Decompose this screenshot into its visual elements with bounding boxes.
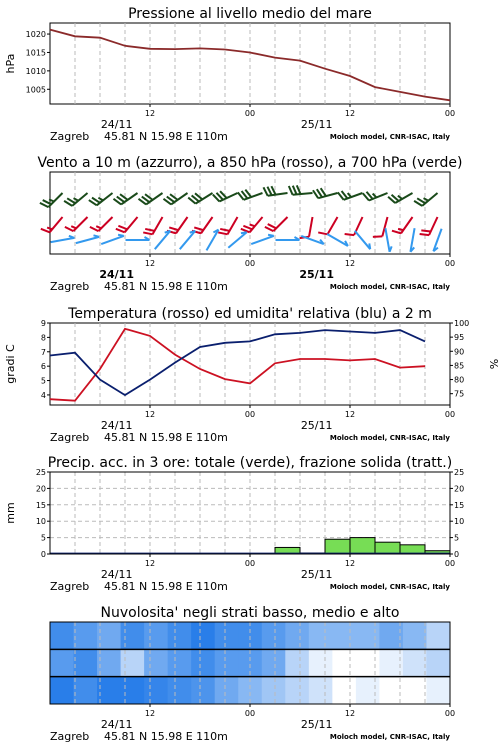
wind-10m-arrow bbox=[385, 228, 389, 252]
pressure-time-tick-label: 12 bbox=[144, 109, 156, 118]
cloud-cell-medio bbox=[262, 649, 286, 676]
cloud-cell-alto bbox=[144, 622, 168, 649]
temperature-ytick-label: 5 bbox=[40, 376, 46, 386]
cloud-cell-alto bbox=[403, 622, 427, 649]
precip-ylabel: mm bbox=[4, 502, 17, 524]
cloud-cell-alto bbox=[309, 622, 333, 649]
cloud-cell-basso bbox=[50, 677, 74, 704]
wind-850-barb-shaft bbox=[309, 217, 312, 237]
wind-850-barb bbox=[392, 217, 413, 233]
pressure-ytick-label: 1005 bbox=[25, 85, 46, 95]
precip-bar bbox=[325, 539, 350, 554]
wind-700-barb-half-feather bbox=[74, 198, 79, 201]
precip-date-label: 25/11 bbox=[300, 568, 333, 581]
wind-700-barb-feather bbox=[267, 187, 271, 195]
precip-time-tick-label: 12 bbox=[144, 559, 156, 568]
wind-700-barb bbox=[64, 193, 87, 206]
wind-850-barb-feather bbox=[169, 227, 178, 230]
wind-10m-arrow-head bbox=[69, 236, 74, 238]
humidity-ytick-label-right: 85 bbox=[454, 361, 465, 371]
wind-850-barb-feather bbox=[143, 232, 152, 234]
wind-850-barb bbox=[241, 217, 263, 232]
wind-850-barb bbox=[265, 217, 288, 231]
wind-10m-arrow-head bbox=[390, 246, 392, 251]
wind-850-barb bbox=[420, 217, 438, 235]
clouds-credit: Moloch model, CNR-ISAC, Italy bbox=[329, 733, 450, 741]
cloud-cell-basso bbox=[262, 677, 286, 704]
wind-10m-arrow-head bbox=[369, 243, 370, 249]
wind-10m-arrow bbox=[180, 231, 195, 249]
cloud-cell-basso bbox=[97, 677, 121, 704]
cloud-cell-medio bbox=[356, 649, 380, 676]
temperature-location: Zagreb bbox=[50, 431, 90, 444]
pressure-ylabel: hPa bbox=[4, 53, 17, 74]
precip-credit: Moloch model, CNR-ISAC, Italy bbox=[329, 583, 450, 591]
precip-right-ytick-label-right: 20 bbox=[454, 484, 465, 494]
cloud-cell-basso bbox=[74, 677, 98, 704]
wind-700-barb bbox=[414, 193, 437, 206]
cloud-cell-basso bbox=[168, 677, 192, 704]
precip-ytick-label: 10 bbox=[35, 517, 46, 527]
wind-850-barb-half-feather bbox=[96, 226, 101, 228]
cloud-cell-basso bbox=[332, 677, 356, 704]
cloud-cell-basso bbox=[403, 677, 427, 704]
temperature-coords: 45.81 N 15.98 E 110m bbox=[104, 431, 228, 444]
clouds-time-tick-label: 12 bbox=[144, 709, 156, 718]
precip-time-tick-label: 00 bbox=[444, 559, 456, 568]
pressure-date-label: 24/11 bbox=[100, 118, 133, 131]
wind-700-barb-feather bbox=[289, 186, 293, 195]
wind-850-barb-feather bbox=[420, 234, 429, 235]
clouds-coords: 45.81 N 15.98 E 110m bbox=[104, 730, 228, 743]
wind-10m-arrow-head bbox=[268, 235, 274, 236]
temperature-date-label: 24/11 bbox=[100, 419, 133, 432]
wind-10m-arrow bbox=[207, 230, 219, 251]
temperature-time-tick-label: 00 bbox=[244, 410, 256, 419]
cloud-cell-medio bbox=[403, 649, 427, 676]
precip-time-tick-label: 00 bbox=[244, 559, 256, 568]
wind-700-barb bbox=[40, 193, 63, 207]
wind-850-barb bbox=[65, 217, 88, 231]
cloud-cell-medio bbox=[50, 649, 74, 676]
cloud-cell-basso bbox=[215, 677, 239, 704]
precip-ytick-label: 20 bbox=[35, 484, 46, 494]
temperature-credit: Moloch model, CNR-ISAC, Italy bbox=[329, 434, 450, 442]
cloud-cell-basso bbox=[309, 677, 333, 704]
humidity-ytick-label-right: 90 bbox=[454, 347, 465, 357]
wind-700-barb bbox=[213, 191, 238, 201]
pressure-time-tick-label: 00 bbox=[444, 109, 456, 118]
wind-850-barb-feather bbox=[145, 229, 154, 231]
wind-10m-arrow-head bbox=[93, 235, 99, 237]
clouds-date-label: 25/11 bbox=[300, 718, 333, 731]
wind-850-barb-feather bbox=[220, 229, 229, 231]
humidity-ylabel: % bbox=[487, 358, 500, 370]
temperature-series-line bbox=[50, 329, 425, 401]
precip-coords: 45.81 N 15.98 E 110m bbox=[104, 580, 228, 593]
wind-850-barb-half-feather bbox=[71, 226, 76, 228]
pressure-ytick-label: 1015 bbox=[25, 48, 46, 58]
pressure-frame bbox=[50, 23, 450, 104]
pressure-ytick-label: 1010 bbox=[25, 66, 46, 76]
wind-700-barb-half-feather bbox=[373, 194, 377, 198]
humidity-series-line bbox=[50, 330, 425, 395]
cloud-cell-alto bbox=[262, 622, 286, 649]
pressure-title: Pressione al livello medio del mare bbox=[128, 6, 372, 22]
temperature-title: Temperatura (rosso) ed umidita' relativa (blu) a 2 m bbox=[68, 306, 432, 322]
pressure-credit: Moloch model, CNR-ISAC, Italy bbox=[329, 133, 450, 141]
pressure-location: Zagreb bbox=[50, 130, 90, 143]
temperature-ytick-label: 9 bbox=[40, 319, 46, 328]
wind-location: Zagreb bbox=[50, 280, 90, 293]
clouds-location: Zagreb bbox=[50, 730, 90, 743]
cloud-cell-alto bbox=[97, 622, 121, 649]
wind-700-barb bbox=[289, 185, 313, 194]
wind-850-barb-half-feather bbox=[47, 228, 52, 230]
wind-850-barb-feather bbox=[318, 232, 327, 234]
clouds-title: Nuvolosita' negli strati basso, medio e alto bbox=[100, 605, 400, 621]
wind-850-barb bbox=[143, 217, 162, 234]
precip-bar bbox=[350, 538, 375, 554]
wind-850-barb-feather bbox=[118, 226, 127, 229]
cloud-cell-basso bbox=[121, 677, 145, 704]
wind-850-barb-feather bbox=[265, 227, 273, 231]
wind-700-barb-half-feather bbox=[98, 198, 103, 201]
wind-850-barb-feather bbox=[373, 236, 382, 237]
temperature-ytick-label: 4 bbox=[40, 390, 46, 400]
wind-10m-arrow bbox=[76, 237, 99, 243]
pressure-time-tick-label: 00 bbox=[244, 109, 256, 118]
wind-850-barb-feather bbox=[41, 229, 50, 232]
wind-850-barb-half-feather bbox=[250, 225, 255, 227]
humidity-ytick-label-right: 95 bbox=[454, 333, 465, 343]
pressure-coords: 45.81 N 15.98 E 110m bbox=[104, 130, 228, 143]
humidity-ytick-label-right: 75 bbox=[454, 389, 465, 399]
precip-time-tick-label: 12 bbox=[344, 559, 356, 568]
precip-title: Precip. acc. in 3 ore: totale (verde), frazione solida (tratt.) bbox=[47, 455, 453, 471]
precip-right-ytick-label-right: 15 bbox=[454, 500, 465, 510]
wind-850-barb bbox=[116, 217, 138, 232]
wind-10m-arrow bbox=[155, 231, 170, 249]
precip-location: Zagreb bbox=[50, 580, 90, 593]
cloud-cell-medio bbox=[97, 649, 121, 676]
cloud-cell-medio bbox=[426, 649, 450, 676]
wind-700-barb-feather bbox=[263, 187, 267, 195]
temperature-time-tick-label: 00 bbox=[444, 410, 456, 419]
wind-700-barb-half-feather bbox=[398, 196, 402, 199]
cloud-cell-medio bbox=[144, 649, 168, 676]
precip-date-label: 24/11 bbox=[100, 568, 133, 581]
temperature-time-tick-label: 12 bbox=[144, 410, 156, 419]
cloud-cell-medio bbox=[191, 649, 215, 676]
wind-850-barb-feather bbox=[218, 232, 227, 234]
humidity-ytick-label-right: 100 bbox=[454, 319, 470, 328]
temperature-time-tick-label: 12 bbox=[344, 410, 356, 419]
cloud-cell-alto bbox=[74, 622, 98, 649]
pressure-ytick-label: 1020 bbox=[25, 30, 46, 40]
wind-10m-arrow bbox=[51, 238, 75, 242]
pressure-date-label: 25/11 bbox=[300, 118, 333, 131]
cloud-cell-alto bbox=[285, 622, 309, 649]
precip-right-ytick-label-right: 0 bbox=[454, 550, 460, 559]
cloud-cell-alto bbox=[426, 622, 450, 649]
precip-right-ytick-label-right: 10 bbox=[454, 517, 465, 527]
wind-850-barb bbox=[300, 217, 313, 238]
wind-10m-arrow-head bbox=[241, 232, 247, 233]
clouds-time-tick-label: 00 bbox=[444, 709, 456, 718]
wind-850-barb bbox=[41, 217, 63, 232]
precip-ytick-label: 15 bbox=[35, 500, 46, 510]
temperature-ylabel: gradi C bbox=[4, 344, 17, 384]
cloud-cell-alto bbox=[168, 622, 192, 649]
wind-850-barb-feather bbox=[194, 227, 203, 230]
cloud-cell-alto bbox=[121, 622, 145, 649]
wind-850-barb bbox=[373, 217, 388, 237]
wind-10m-arrow bbox=[101, 236, 124, 244]
wind-700-barb bbox=[338, 191, 363, 200]
wind-time-tick-label: 00 bbox=[244, 259, 256, 268]
wind-700-barb-feather bbox=[293, 186, 297, 195]
wind-time-tick-label: 12 bbox=[344, 259, 356, 268]
wind-10m-arrow bbox=[251, 236, 274, 244]
precip-right-ytick-label-right: 5 bbox=[454, 533, 460, 543]
wind-850-barb bbox=[345, 217, 363, 235]
cloud-cell-basso bbox=[356, 677, 380, 704]
wind-coords: 45.81 N 15.98 E 110m bbox=[104, 280, 228, 293]
cloud-cell-basso bbox=[426, 677, 450, 704]
cloud-cell-medio bbox=[168, 649, 192, 676]
cloud-cell-basso bbox=[144, 677, 168, 704]
wind-date-label: 24/11 bbox=[99, 268, 134, 281]
cloud-cell-alto bbox=[356, 622, 380, 649]
wind-10m-arrow bbox=[228, 232, 246, 247]
cloud-cell-alto bbox=[332, 622, 356, 649]
wind-850-barb bbox=[318, 217, 337, 234]
wind-700-barb bbox=[89, 193, 113, 205]
temperature-ytick-label: 8 bbox=[40, 333, 46, 343]
cloud-cell-alto bbox=[191, 622, 215, 649]
wind-700-barb bbox=[238, 190, 263, 200]
cloud-cell-medio bbox=[215, 649, 239, 676]
pressure-time-tick-label: 12 bbox=[344, 109, 356, 118]
cloud-cell-medio bbox=[121, 649, 145, 676]
wind-850-barb-half-feather bbox=[398, 229, 403, 230]
wind-time-tick-label: 12 bbox=[144, 259, 156, 268]
cloud-cell-alto bbox=[50, 622, 74, 649]
wind-title: Vento a 10 m (azzurro), a 850 hPa (rosso), a 700 hPa (verde) bbox=[37, 155, 463, 171]
wind-850-barb-feather bbox=[243, 226, 252, 229]
wind-700-barb-feather bbox=[40, 203, 48, 207]
temperature-date-label: 25/11 bbox=[300, 419, 333, 432]
precip-ytick-label: 0 bbox=[40, 550, 46, 559]
wind-850-barb-feather bbox=[116, 229, 125, 232]
clouds-date-label: 24/11 bbox=[100, 718, 133, 731]
cloud-cell-medio bbox=[309, 649, 333, 676]
cloud-cell-alto bbox=[215, 622, 239, 649]
wind-date-label: 25/11 bbox=[299, 268, 334, 281]
cloud-cell-medio bbox=[332, 649, 356, 676]
wind-850-barb-feather bbox=[345, 234, 354, 235]
wind-time-tick-label: 00 bbox=[444, 259, 456, 268]
cloud-cell-basso bbox=[285, 677, 309, 704]
precip-ytick-label: 25 bbox=[35, 468, 46, 477]
temperature-ytick-label: 7 bbox=[40, 347, 46, 357]
clouds-time-tick-label: 00 bbox=[244, 709, 256, 718]
wind-credit: Moloch model, CNR-ISAC, Italy bbox=[329, 283, 450, 291]
wind-700-barb-half-feather bbox=[424, 198, 429, 201]
clouds-time-tick-label: 12 bbox=[344, 709, 356, 718]
humidity-ytick-label-right: 80 bbox=[454, 375, 465, 385]
wind-850-barb bbox=[218, 217, 237, 234]
wind-850-barb-shaft bbox=[328, 217, 338, 234]
cloud-cell-medio bbox=[285, 649, 309, 676]
cloud-cell-basso bbox=[191, 677, 215, 704]
wind-10m-arrow bbox=[355, 231, 370, 249]
wind-700-barb-half-feather bbox=[348, 193, 352, 197]
wind-10m-arrow-head bbox=[118, 235, 124, 236]
precip-right-ytick-label-right: 25 bbox=[454, 468, 465, 477]
precip-ytick-label: 5 bbox=[40, 533, 46, 543]
cloud-cell-medio bbox=[74, 649, 98, 676]
wind-850-barb bbox=[90, 217, 113, 231]
wind-850-barb-feather bbox=[421, 230, 430, 231]
temperature-ytick-label: 6 bbox=[40, 362, 46, 372]
precip-bar bbox=[375, 542, 400, 554]
wind-10m-arrow bbox=[327, 234, 348, 246]
